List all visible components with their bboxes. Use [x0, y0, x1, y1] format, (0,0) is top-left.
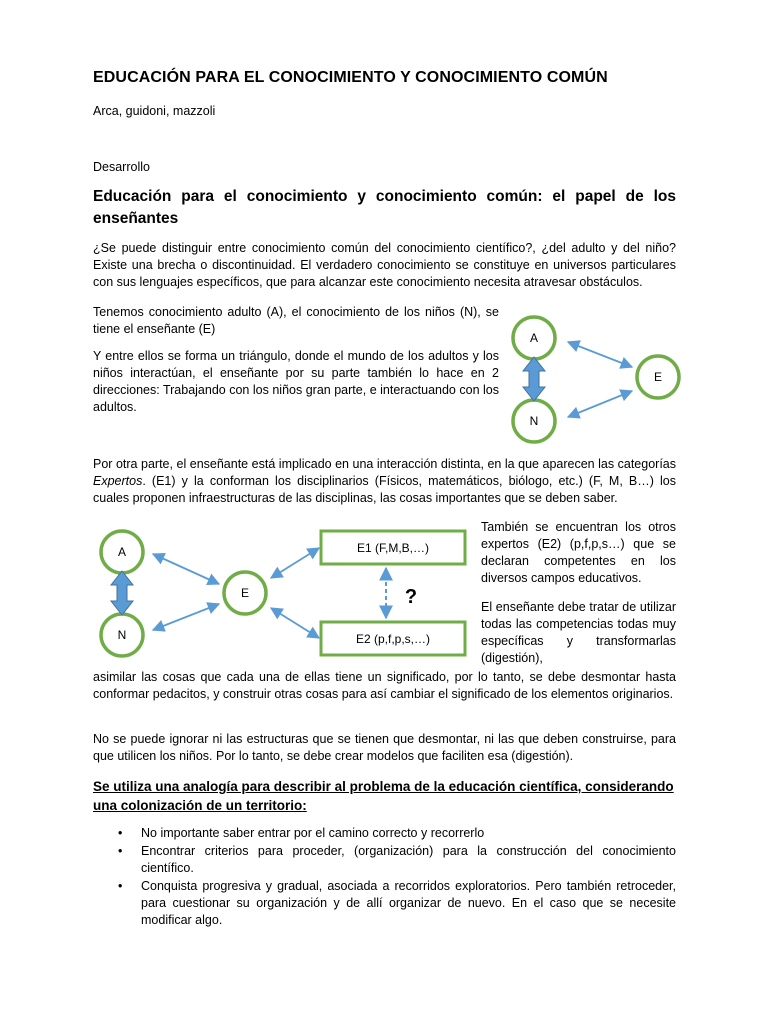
double-arrow-a-n	[523, 357, 545, 401]
double-arrow-a-n	[111, 571, 133, 615]
paragraph-triangle: Y entre ellos se forma un triángulo, donde el mundo de los adultos y los niños interactúan, el enseñante por su parte también lo hace en 2 direcciones: Trabajando con los niños gran parte, e interactuando con los adultos.	[93, 349, 499, 414]
node-n-label: N	[117, 628, 127, 642]
question-mark: ?	[404, 586, 418, 608]
paragraph-teacher-role: El enseñante debe tratar de utilizar todas las competencias todas muy específicas y transformarlas (digestión),	[481, 600, 676, 665]
section-subtitle: Educación para el conocimiento y conocimiento común: el papel de los enseñantes	[93, 188, 676, 227]
analogy-heading-colon: :	[302, 798, 307, 813]
list-item	[93, 825, 676, 842]
paragraph-assimilate: asimilar las cosas que cada una de ellas tiene un significado, por lo tanto, se debe desmontar hasta conformar pedacitos, y construir otras cosas para así cambiar el significado de los elementos originarios.	[93, 670, 676, 701]
bullet-list	[93, 825, 676, 930]
list-item-text: Conquista progresiva y gradual, asociada a recorridos exploratorios. Pero también retroceder, para cuestionar su organización y de allí organizar de nuevo. En el caso que se necesite modificar algo.	[141, 879, 676, 927]
arrow-e-e2	[271, 608, 319, 638]
paragraph-other-experts: También se encuentran los otros expertos (E2) (p,f,p,s…) que se declaran competentes en los diversos campos educativos.	[481, 520, 676, 585]
node-e-label: E	[240, 586, 250, 600]
node-a-label: A	[529, 331, 539, 345]
node-a-label: A	[117, 545, 127, 559]
document-title: EDUCACIÓN PARA EL CONOCIMIENTO Y CONOCIMIENTO COMÚN	[93, 69, 608, 86]
paragraph-experts-part2: . (E1) y la conforman los disciplinarios (Físicos, matemáticos, biólogo, etc.) (F, M, B…) los cuales proponen infraestructuras de las disciplinas, las cosas importantes que se deben saber.	[93, 474, 676, 505]
paragraph-models: No se puede ignorar ni las estructuras que se tienen que desmontar, ni las que deben construirse, para que utilicen los niños. Por lo tanto, se debe crear modelos que faciliten esa (digestión).	[93, 732, 676, 763]
paragraph-intro: ¿Se puede distinguir entre conocimiento común del conocimiento científico?, ¿del adulto y del niño? Existe una brecha o discontinuidad. El verdadero conocimiento se constituye en universos particulares con sus lenguajes específicos, que para alcanzar este conocimiento necesita atravesar obstáculos.	[93, 241, 676, 289]
arrow-n-e	[568, 391, 632, 417]
bullet-glyph: •	[118, 826, 123, 840]
paragraph-actors: Tenemos conocimiento adulto (A), el conocimiento de los niños (N), se tiene el enseñante (E)	[93, 305, 499, 336]
arrow-a-e	[568, 342, 632, 367]
paragraph-experts	[93, 456, 676, 507]
list-item-text: Encontrar criterios para proceder, (organización) para la construcción del conocimiento científico.	[141, 844, 676, 875]
bullet-glyph: •	[118, 879, 123, 893]
arrow-n-e	[153, 604, 219, 630]
list-item	[93, 878, 676, 929]
bullet-glyph: •	[118, 844, 123, 858]
paragraph-experts-part1: Por otra parte, el enseñante está implicado en una interacción distinta, en la que aparecen las categorías	[93, 457, 676, 471]
authors: Arca, guidoni, mazzoli	[93, 104, 216, 118]
node-e-label: E	[653, 370, 663, 384]
arrow-a-e	[153, 554, 219, 584]
triangle-diagram	[500, 305, 700, 450]
experts-diagram	[95, 522, 475, 670]
box-e2-label: E2 (p,f,p,s,…)	[355, 632, 431, 646]
arrow-e-e1	[271, 548, 319, 578]
box-e1-label: E1 (F,M,B,…)	[356, 541, 430, 555]
list-item-text: No importante saber entrar por el camino correcto y recorrerlo	[141, 826, 485, 840]
list-item	[93, 843, 676, 877]
node-n-label: N	[529, 414, 539, 428]
analogy-heading-text: Se utiliza una analogía para describir al problema de la educación científica, considerando una colonización de un territorio	[93, 779, 674, 813]
section-label: Desarrollo	[93, 160, 150, 174]
paragraph-experts-emphasis: Expertos	[93, 474, 143, 488]
analogy-heading	[93, 777, 676, 815]
